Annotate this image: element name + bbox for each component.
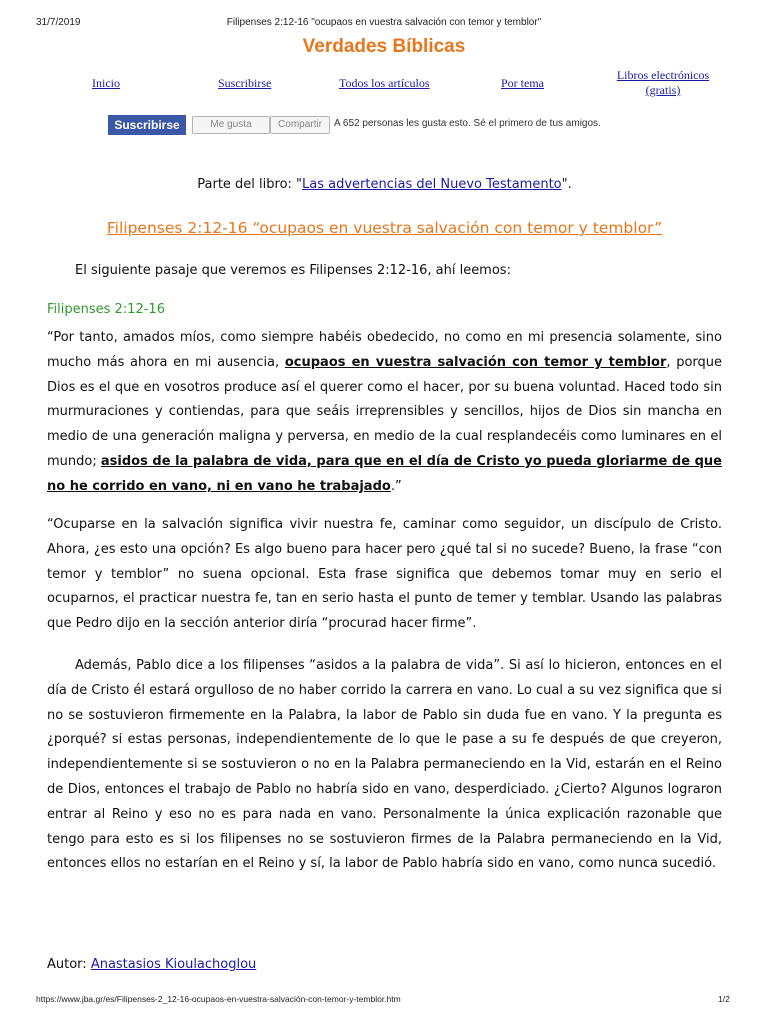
print-url: https://www.jba.gr/es/Filipenses-2_12-16-ocupaos-en-vuestra-salvación-con-temor-y-temblor.htm	[36, 994, 401, 1004]
passage-text-1: “Por tanto, amados míos, como siempre habéis obedecido, no como en mi presencia solamente, sino mucho más ahora en mi ausencia,	[47, 330, 722, 370]
facebook-like-button[interactable]: Me gusta	[192, 116, 270, 134]
book-prefix: Parte del libro: "	[197, 177, 303, 192]
passage-highlight-2: asidos de la palabra de vida, para que en el día de Cristo yo pueda gloriarme de que no he corrido en vano, ni en vano he trabajado	[47, 453, 722, 494]
book-link[interactable]: Las advertencias del Nuevo Testamento	[302, 177, 562, 192]
site-title: Verdades Bíblicas	[302, 36, 466, 57]
nav-item-todos-articulos[interactable]: Todos los artículos	[339, 76, 430, 90]
paragraph-2: “Ocuparse en la salvación significa vivir nuestra fe, caminar como seguidor, un discípulo de Cristo. Ahora, ¿es esto una opción? Es algo bueno para hacer pero ¿qué tal si no sucede? Bueno, la frase “con temor y temblor” no suena opcional. Esta frase significa que debemos tomar muy en serio el ocuparnos, el practicar nuestra fe, tan en serio hasta el punto de temer y temblar. Usando las palabras que Pedro dijo en la sección anterior diría “procurad hacer firme”.	[47, 517, 722, 632]
passage-quote	[47, 326, 722, 500]
nav-item-libros-line2: (gratis)	[645, 83, 681, 97]
print-title: Filipenses 2:12-16 "ocupaos en vuestra salvación con temor y temblor"	[226, 17, 542, 28]
book-suffix: ".	[561, 177, 572, 192]
author-label: Autor:	[47, 957, 91, 972]
nav-item-por-tema[interactable]: Por tema	[501, 76, 544, 90]
facebook-share-button[interactable]: Compartir	[270, 116, 330, 134]
article-heading: Filipenses 2:12-16 “ocupaos en vuestra salvación con temor y temblor”	[106, 219, 663, 237]
nav-item-libros-line1: Libros electrónicos	[616, 68, 710, 82]
print-date: 31/7/2019	[36, 17, 81, 28]
passage-highlight-1: ocupaos en vuestra salvación con temor y temblor	[284, 354, 667, 370]
article-intro: El siguiente pasaje que veremos es Filipenses 2:12-16, ahí leemos:	[75, 263, 511, 278]
facebook-like-count: A 652 personas les gusta esto. Sé el primero de tus amigos.	[334, 118, 601, 129]
facebook-subscribe-button[interactable]: Suscribirse	[108, 115, 186, 135]
passage-text-3: .”	[390, 478, 402, 494]
nav-item-libros[interactable]	[608, 68, 718, 98]
book-reference	[47, 177, 722, 192]
paragraph-3: Además, Pablo dice a los filipenses “asidos a la palabra de vida”. Si así lo hicieron, entonces en el día de Cristo él estará orgulloso de no haber corrido la carrera en vano. Lo cual a su vez significa que si no se sostuvieron firmemente en la Palabra, la labor de Pablo sin duda fue en vano. Y la pregunta es ¿porqué? si estas personas, independientemente de lo que le pase a su fe después de que creyeron, independientemente si se sostuvieron o no en la Palabra permaneciendo en la Vid, estarán en el Reino de Dios, entonces el trabajo de Pablo no habría sido en vano, desperdiciado. ¿Cierto? Algunos lograron entrar al Reino y eso no es para nada en vano. Personalmente la única explicación razonable que tengo para esto es si los filipenses no se sostuvieron firmes de la Palabra permaneciendo en la Vid, entonces ellos no estarían en el Reino y sí, la labor de Pablo habría sido en vano, como nunca sucedió.	[47, 658, 722, 872]
nav-item-suscribirse[interactable]: Suscribirse	[218, 76, 272, 90]
author-line	[47, 957, 256, 972]
nav-item-inicio[interactable]: Inicio	[92, 76, 120, 90]
author-link[interactable]: Anastasios Kioulachoglou	[90, 957, 257, 972]
print-page-number: 1/2	[718, 994, 730, 1004]
passage-text-2: , porque Dios es el que en vosotros produce así el querer como el hacer, por su buena voluntad. Haced todo sin murmuraciones y contiendas, para que seáis irreprensibles y sencillos, hijos de Dios sin mancha en medio de una generación maligna y perversa, en medio de la cual resplandecéis como luminares en el mundo;	[47, 354, 723, 469]
passage-reference: Filipenses 2:12-16	[47, 302, 165, 317]
